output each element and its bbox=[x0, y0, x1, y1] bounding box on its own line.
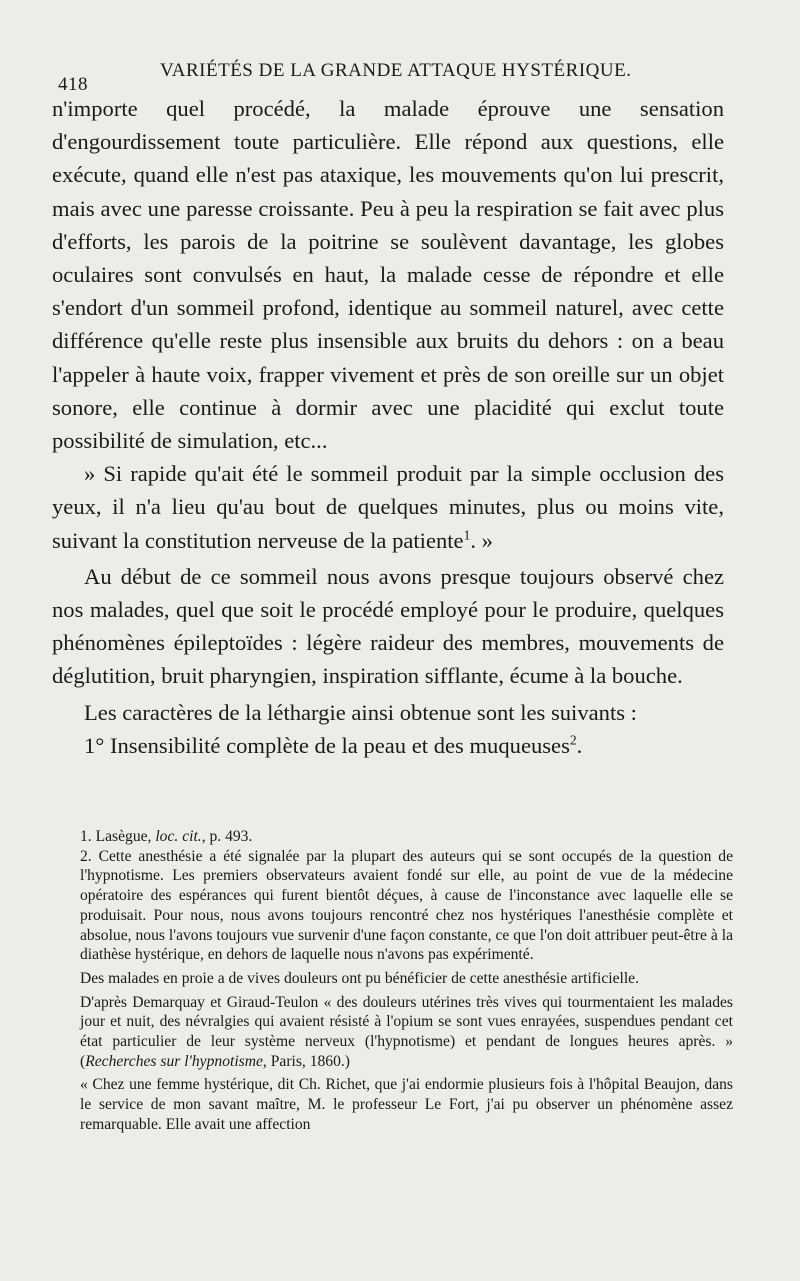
paragraph-5-end: . bbox=[576, 732, 583, 758]
paragraph-5-text: 1° Insensibilité complète de la peau et des muqueuses bbox=[84, 732, 570, 758]
footnote-1-page: , p. 493. bbox=[201, 828, 253, 845]
footnote-2: 2. Cette anesthésie a été signalée par la plupart des auteurs qui se sont occupés de la question de l'hypnotisme. Les premiers observateurs avaient fondé sur elle, au point de vue de la médecine opératoire des espérances qui furent bientôt déçues, à cause de l'inconstance avec laquelle elle se produisait. Pour nous, nous avons toujours rencontré chez nos hystériques l'anesthésie complète et absolue, nous l'avons toujours vue survenir d'une façon constante, ce que l'on doit attribuer peut-être à la diathèse hystérique, en dehors de laquelle nous n'avons pas expérimenté. bbox=[80, 847, 733, 964]
footnote-1-citation: loc. cit. bbox=[155, 828, 202, 845]
footnotes bbox=[80, 827, 733, 1135]
footnote-2-continued: Des malades en proie a de vives douleurs ont pu bénéficier de cette anesthésie artificielle. bbox=[80, 969, 639, 987]
footnote-2-richet: « Chez une femme hystérique, dit Ch. Richet, que j'ai endormie plusieurs fois à l'hôpital Beaujon, dans le service de mon savant maître, M. le professeur Le Fort, j'ai pu observer un phénomène assez remarquable. Elle avait une affection bbox=[80, 1076, 733, 1133]
footnote-ref-1: 1 bbox=[463, 527, 471, 543]
footnote-2-quote-text: D'après Demarquay et Giraud-Teulon « des douleurs utérines très vives qui tourmentaient les malades jour et nuit, des névralgies qui avaient résisté à l'opium se sont vues enrayées, suspendues pendant cet état particulier de leur système nerveux (l'hypnotisme) et pendant de longues heures après. » ( bbox=[80, 993, 733, 1070]
footnote-1-author: 1. Lasègue, bbox=[80, 828, 156, 845]
footnote-2-quote-end: , Paris, 1860.) bbox=[262, 1052, 350, 1070]
footnote-ref-2: 2 bbox=[569, 732, 577, 748]
footnote-2-quote-source: Recherches sur l'hypnotisme bbox=[85, 1052, 263, 1070]
page-number: 418 bbox=[58, 74, 88, 95]
paragraph-2-text: » Si rapide qu'ait été le sommeil produit par la simple occlusion des yeux, il n'a lieu qu'au bout de quelques minutes, plus ou moins vite, suivant la constitution nerveuse de la patiente bbox=[52, 461, 724, 553]
footnote-1 bbox=[80, 827, 733, 847]
running-title: VARIÉTÉS DE LA GRANDE ATTAQUE HYSTÉRIQUE. bbox=[160, 60, 632, 81]
paragraph-2-end: . » bbox=[470, 527, 493, 553]
paragraph-4: Les caractères de la léthargie ainsi obtenue sont les suivants : bbox=[84, 699, 637, 725]
footnote-2-quote bbox=[80, 993, 733, 1072]
paragraph-1: n'importe quel procédé, la malade éprouve une sensation d'engourdissement toute particulière. Elle répond aux questions, elle exécute, quand elle n'est pas ataxique, les mouvements qu'on lui prescrit, mais avec une paresse croissante. Peu à peu la respiration se fait avec plus d'efforts, les parois de la poitrine se soulèvent davantage, les globes oculaires sont convulsés en haut, la malade cesse de répondre et elle s'endort d'un sommeil profond, identique au sommeil naturel, avec cette différence qu'elle reste plus insensible aux bruits du dehors : on a beau l'appeler à haute voix, frapper vivement et près de son oreille sur un objet sonore, elle continue à dormir avec une placidité qui exclut toute possibilité de simulation, etc... bbox=[52, 96, 724, 454]
paragraph-5 bbox=[52, 729, 724, 762]
paragraph-2 bbox=[52, 457, 724, 557]
main-text bbox=[52, 92, 724, 762]
paragraph-3: Au début de ce sommeil nous avons presque toujours observé chez nos malades, quel que soit le procédé employé pour le produire, quelques phénomènes épileptoïdes : légère raideur des membres, mouvements de déglutition, bruit pharyngien, inspiration sifflante, écume à la bouche. bbox=[52, 563, 724, 689]
